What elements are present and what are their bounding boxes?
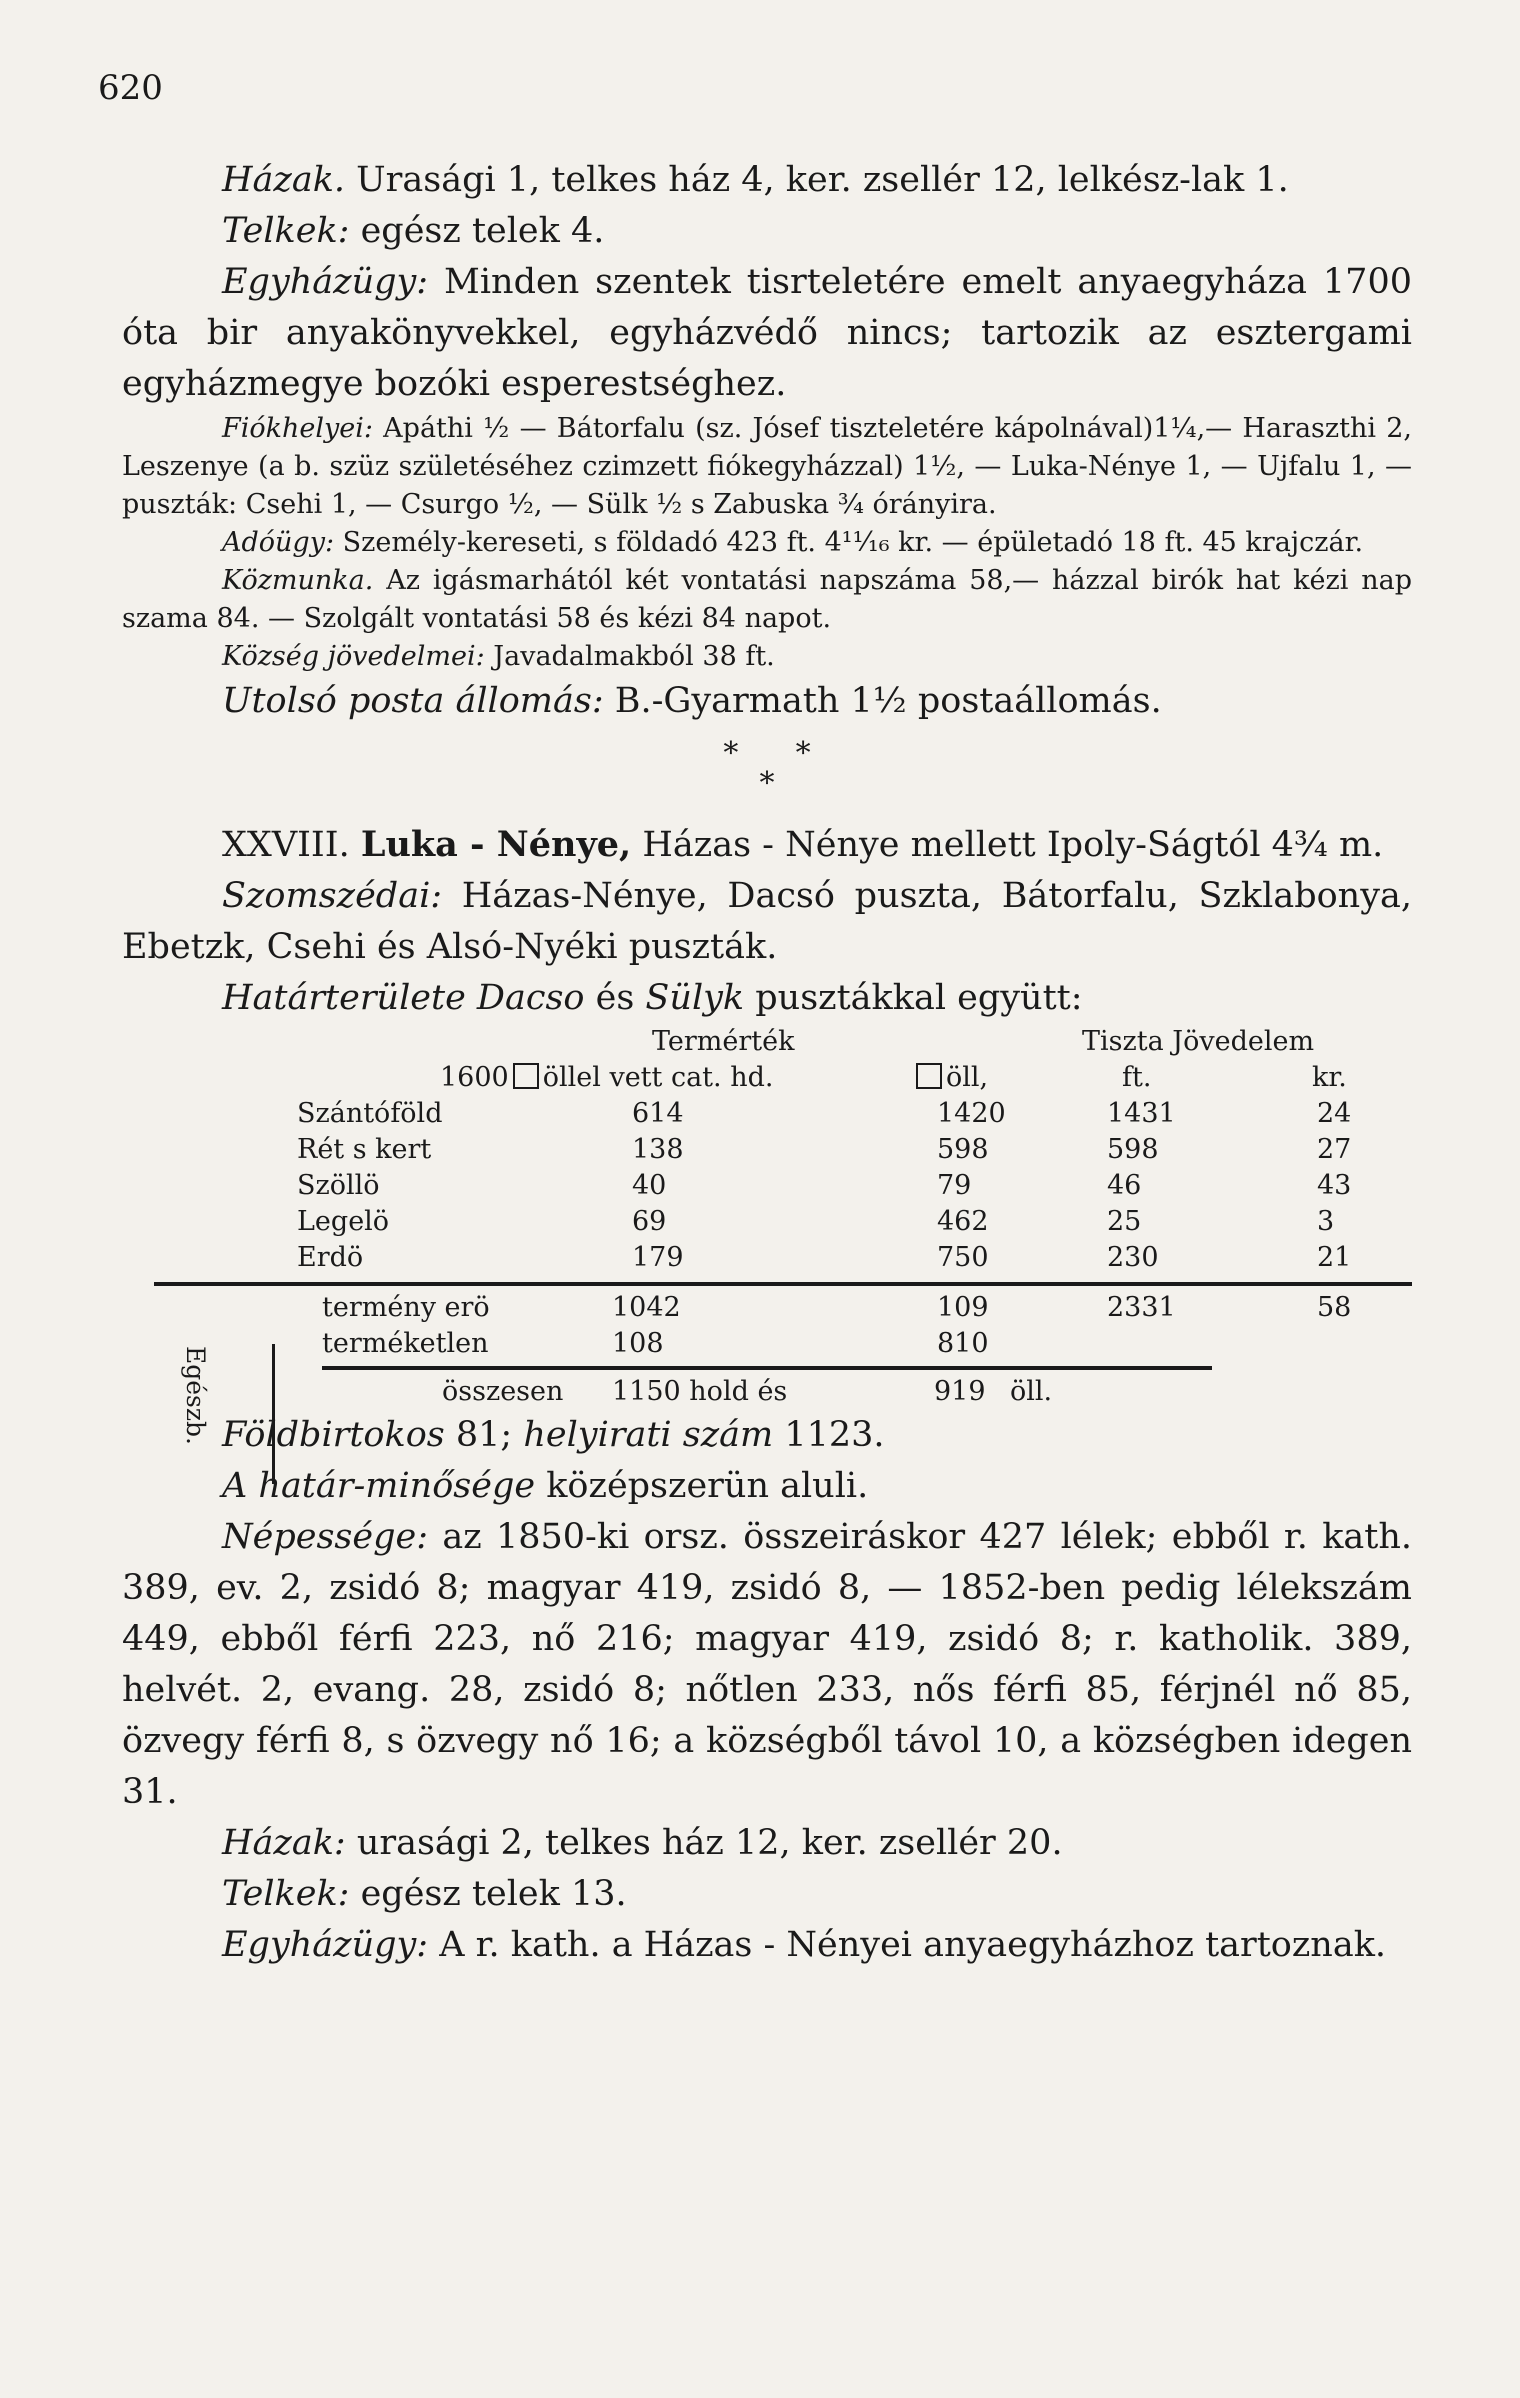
table-cell-oll: 79	[937, 1170, 972, 1201]
table-divider	[154, 1282, 1412, 1286]
paragraph-kozmunka: Közmunka. Az igásmarhától két vontatási napszáma 58,— házzal birók hat kézi nap szama 84. — Szolgált vontatási 58 és kézi 84 napot.	[122, 565, 1412, 634]
table-cell-oll: 598	[937, 1134, 989, 1165]
table-cell-kr: 24	[1317, 1098, 1352, 1129]
page-number: 620	[98, 68, 163, 108]
section-heading: XXVIII. Luka - Nénye, Házas - Nénye mellett Ipoly-Ságtól 4¾ m.	[222, 824, 1384, 865]
paragraph-szomszedai: Szomszédai: Házas-Nénye, Dacsó puszta, Bátorfalu, Szklabonya, Ebetzk, Csehi és Alsó-Nyéki puszták.	[122, 876, 1412, 967]
text-column	[122, 155, 1412, 1971]
table-cell-oll: 1420	[937, 1098, 1006, 1129]
table-cell-hd: 108	[612, 1328, 664, 1359]
table-cell-label: Szántóföld	[297, 1098, 443, 1129]
paragraph-hatarterulete: Határterülete Dacso és Sülyk pusztákkal együtt:	[222, 978, 1083, 1018]
paragraph-adougy: Adóügy: Személy-kereseti, s földadó 423 ft. 4¹¹⁄₁₆ kr. — épületadó 18 ft. 45 krajczár.	[222, 527, 1364, 558]
paragraph-egyhazugy-2: Egyházügy: A r. kath. a Házas - Nényei anyaegyházhoz tartoznak.	[222, 1925, 1387, 1965]
table-cell-hd: 1042	[612, 1292, 681, 1323]
table-side-label: Egészb.	[181, 1346, 210, 1445]
table-cell-oll: 109	[937, 1292, 989, 1323]
table-total-row: összesen 1150 hold és 919 öll.	[442, 1376, 1053, 1407]
table-cell-kr: 58	[1317, 1292, 1352, 1323]
table-cell-oll: 462	[937, 1206, 989, 1237]
paragraph-fiokhelyei: Fiókhelyei: Apáthi ½ — Bátorfalu (sz. Jósef tiszteletére kápolnával)1¼,— Haraszthi 2, Leszenye (a b. szüz születéséhez czimzett fiókegyházzal) 1½, — Luka-Nénye 1, — Ujfalu 1, — puszták: Csehi 1, — Csurgo ½, — Sülk ½ s Zabuska ¾ órányira.	[122, 413, 1412, 520]
section-separator: * * *	[723, 736, 811, 801]
table-cell-hd: 614	[632, 1098, 684, 1129]
table-cell-hd: 179	[632, 1242, 684, 1273]
square-unit-icon	[513, 1063, 539, 1089]
table-cell-ft: 25	[1107, 1206, 1142, 1237]
table-brace	[272, 1344, 275, 1484]
table-cell-kr: 21	[1317, 1242, 1352, 1273]
table-row	[122, 1132, 1412, 1168]
table-row	[122, 1240, 1412, 1276]
table-cell-label: termény erö	[322, 1292, 490, 1323]
paragraph-hatar-minosege: A határ-minősége középszerün aluli.	[222, 1466, 869, 1506]
table-cell-hd: 40	[632, 1170, 667, 1201]
table-header-row: Termérték Tiszta Jövedelem	[652, 1026, 1315, 1057]
paragraph-foldbirtokos: Földbirtokos 81; helyirati szám 1123.	[222, 1415, 885, 1455]
table-cell-label: Szöllö	[297, 1170, 380, 1201]
paragraph-hazak-2: Házak: urasági 2, telkes ház 12, ker. zsellér 20.	[222, 1823, 1063, 1863]
paragraph-hazak: Házak. Urasági 1, telkes ház 4, ker. zsellér 12, lelkész-lak 1.	[222, 160, 1289, 200]
table-cell-oll: 750	[937, 1242, 989, 1273]
table-row	[122, 1168, 1412, 1204]
table-row	[122, 1326, 1412, 1362]
table-cell-hd: 69	[632, 1206, 667, 1237]
table-row	[122, 1204, 1412, 1240]
table-cell-ft: 46	[1107, 1170, 1142, 1201]
table-summary	[122, 1290, 1412, 1362]
table-row	[122, 1096, 1412, 1132]
table-row	[122, 1290, 1412, 1326]
paragraph-egyhazugy: Egyházügy: Minden szentek tisrteletére emelt anyaegyháza 1700 óta bir anyakönyvekkel, egyházvédő nincs; tartozik az esztergami egyházmegye bozóki esperestséghez.	[122, 262, 1412, 404]
table-cell-ft: 230	[1107, 1242, 1159, 1273]
table-cell-label: terméketlen	[322, 1328, 489, 1359]
table-cell-label: Erdö	[297, 1242, 364, 1273]
square-unit-icon	[916, 1063, 942, 1089]
table-cell-ft: 2331	[1107, 1292, 1176, 1323]
table-summary-divider	[322, 1366, 1212, 1370]
table-body	[122, 1096, 1412, 1276]
table-cell-ft: 598	[1107, 1134, 1159, 1165]
table-cell-label: Rét s kert	[297, 1134, 432, 1165]
paragraph-telkek-2: Telkek: egész telek 13.	[222, 1874, 627, 1914]
table-cell-hd: 138	[632, 1134, 684, 1165]
table-cell-ft: 1431	[1107, 1098, 1176, 1129]
table-cell-label: Legelö	[297, 1206, 390, 1237]
table-cell-kr: 43	[1317, 1170, 1352, 1201]
paragraph-nepessege: Népessége: az 1850-ki orsz. összeiráskor 427 lélek; ebből r. kath. 389, ev. 2, zsidó 8; magyar 419, zsidó 8, — 1852-ben pedig lélekszám 449, ebből férfi 223, nő 216; magyar 419, zsidó 8; r. katholik. 389, helvét. 2, evang. 28, zsidó 8; nőtlen 233, nős férfi 85, férjnél nő 85, özvegy férfi 8, s özvegy nő 16; a községből távol 10, a községben idegen 31.	[122, 1517, 1412, 1812]
table-cell-kr: 27	[1317, 1134, 1352, 1165]
paragraph-posta: Utolsó posta állomás: B.-Gyarmath 1½ postaállomás.	[222, 681, 1162, 721]
paragraph-telkek: Telkek: egész telek 4.	[222, 211, 605, 251]
table-cell-kr: 3	[1317, 1206, 1335, 1237]
table-cell-oll: 810	[937, 1328, 989, 1359]
table-subheader-row: 1600 öllel vett cat. hd. öll, ft. kr.	[440, 1062, 1347, 1093]
paragraph-kozseg-jovedelmei: Község jövedelmei: Javadalmakból 38 ft.	[222, 641, 775, 672]
